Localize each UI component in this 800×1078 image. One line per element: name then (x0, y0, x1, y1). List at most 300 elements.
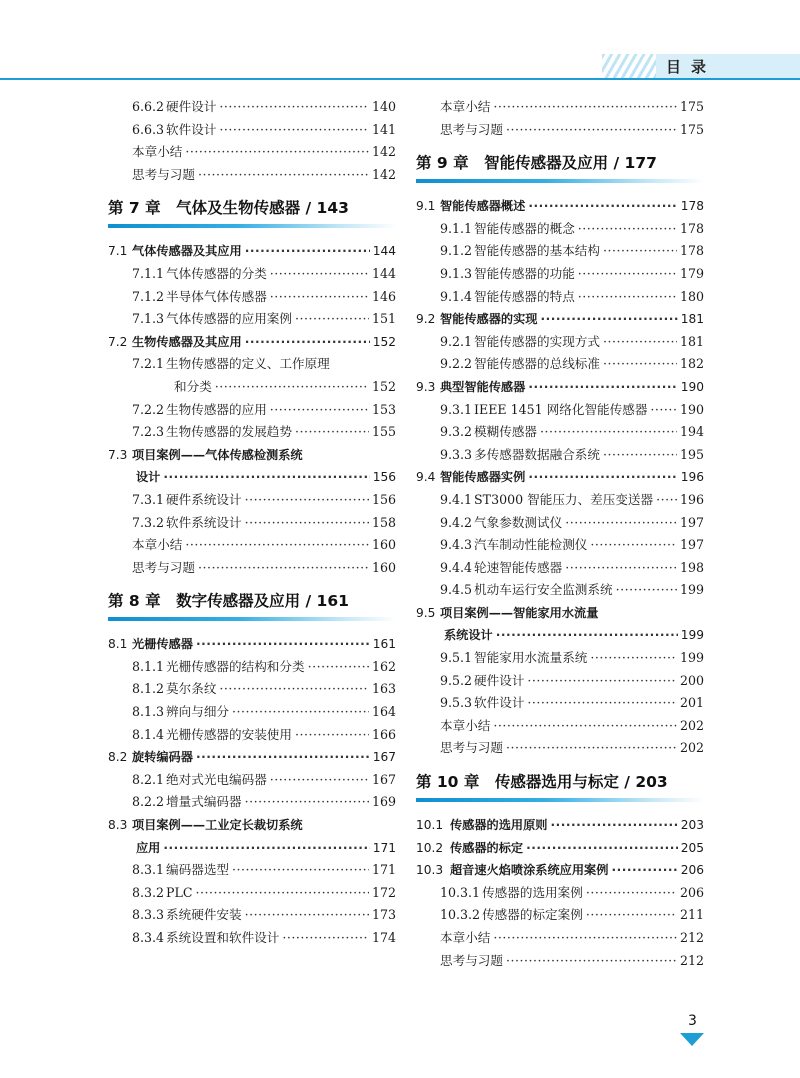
entry-page: 169 (371, 794, 396, 810)
entry-number: 7.3 (108, 447, 128, 462)
entry-title: 项目案例——智能家用水流量 (440, 605, 599, 620)
dot-leader (219, 96, 369, 119)
entry-title: 机动车运行安全监测系统 (474, 582, 613, 598)
entry-page: 181 (679, 333, 704, 349)
entry-page: 171 (372, 840, 396, 855)
toc-entry (108, 141, 396, 164)
toc-entry (108, 814, 396, 837)
dot-leader (270, 263, 369, 286)
entry-title: 本章小结 (132, 144, 183, 160)
entry-title: 轮速智能传感器 (474, 559, 563, 575)
toc-entry (416, 444, 704, 467)
entry-number: 7.1.3 (132, 311, 165, 327)
dot-leader (526, 837, 678, 860)
entry-number: 9.1.2 (440, 243, 473, 259)
entry-number: 8.1.1 (132, 658, 165, 674)
entry-title: 智能传感器概述 (440, 199, 526, 214)
header-stripes (602, 54, 662, 78)
entry-page: 175 (679, 99, 704, 114)
entry-title: 硬件设计 (474, 672, 525, 688)
entry-number: 8.1 (108, 637, 128, 652)
entry-title: 项目案例——工业定长裁切系统 (132, 818, 303, 833)
entry-number: 6.6.2 (132, 99, 165, 114)
entry-title: 软件设计 (474, 695, 525, 711)
toc-entry (416, 218, 704, 241)
toc-entry (416, 579, 704, 602)
entry-page: 190 (680, 379, 704, 394)
dot-leader (616, 579, 677, 602)
entry-number: 9.2.1 (440, 333, 473, 349)
entry-title: 项目案例——气体传感检测系统 (132, 447, 303, 462)
entry-page: 199 (679, 582, 704, 598)
entry-page: 178 (680, 199, 704, 214)
dot-leader (196, 882, 369, 905)
toc-entry (108, 240, 396, 263)
entry-number: 8.1.3 (132, 704, 165, 720)
toc-entry (108, 791, 396, 814)
toc-entry (108, 376, 396, 399)
entry-title: 多传感器数据融合系统 (474, 446, 600, 462)
entry-title: 软件设计 (166, 121, 217, 137)
entry-number: 9.5.3 (440, 695, 473, 711)
entry-number: 9.2.2 (440, 356, 473, 372)
entry-number: 9.5.2 (440, 672, 473, 688)
entry-page: 160 (371, 559, 396, 575)
entry-page: 164 (371, 704, 396, 720)
dot-leader (245, 331, 370, 354)
entry-page: 141 (371, 121, 396, 137)
dot-leader (586, 882, 677, 905)
dot-leader (270, 399, 369, 422)
toc-entry (108, 746, 396, 769)
dot-leader (506, 119, 677, 142)
entry-number: 8.3 (108, 818, 128, 833)
toc-entry (416, 602, 704, 625)
toc-entry (108, 119, 396, 142)
entry-title: 和分类 (174, 378, 212, 394)
dot-leader (506, 737, 677, 760)
dot-leader (528, 195, 677, 218)
toc-entry (108, 724, 396, 747)
entry-page: 142 (371, 166, 396, 182)
toc-right-column (416, 96, 704, 972)
entry-page: 179 (679, 265, 704, 281)
entry-title: 典型智能传感器 (440, 379, 526, 394)
page-header (0, 52, 800, 82)
entry-title: 智能传感器实例 (440, 470, 526, 485)
entry-number: 8.3.3 (132, 907, 165, 923)
entry-page: 160 (371, 537, 396, 553)
dot-leader (295, 308, 369, 331)
dot-leader (578, 218, 677, 241)
dot-leader (603, 444, 677, 467)
toc-entry (108, 489, 396, 512)
entry-page: 140 (371, 99, 396, 114)
dot-leader (551, 814, 678, 837)
toc-entry (416, 119, 704, 142)
entry-title: 智能传感器的实现 (440, 312, 538, 327)
entry-title: 增量式编码器 (166, 794, 242, 810)
toc-entry (108, 678, 396, 701)
dot-leader (245, 512, 369, 535)
entry-page: 181 (680, 312, 704, 327)
entry-title: 光栅传感器的安装使用 (166, 726, 292, 742)
entry-number: 9.1.1 (440, 220, 473, 236)
toc-entry (108, 882, 396, 905)
entry-page: 199 (679, 650, 704, 666)
dot-leader (540, 421, 677, 444)
entry-title: 绝对式光电编码器 (166, 771, 267, 787)
toc-entry (416, 670, 704, 693)
entry-page: 175 (679, 121, 704, 137)
entry-title: 思考与习题 (440, 952, 503, 968)
toc-left-column (108, 96, 396, 950)
entry-title: 思考与习题 (132, 559, 195, 575)
toc-entry (416, 927, 704, 950)
entry-title: 本章小结 (440, 717, 491, 733)
entry-page: 197 (679, 537, 704, 553)
entry-number: 9.3.3 (440, 446, 473, 462)
entry-number: 9.3 (416, 379, 436, 394)
entry-number: 9.3.2 (440, 424, 473, 440)
entry-title: 传感器的选用原则 (450, 818, 548, 833)
entry-page: 167 (372, 750, 396, 765)
chapter-title: 第 9 章 智能传感器及应用 / 177 (416, 154, 657, 173)
entry-number: 7.3.1 (132, 491, 165, 507)
entry-number: 9.5 (416, 605, 436, 620)
toc-entry (108, 769, 396, 792)
entry-number: 8.3.2 (132, 884, 165, 900)
toc-entry (416, 376, 704, 399)
entry-title: 本章小结 (440, 99, 491, 114)
dot-leader (603, 240, 677, 263)
dot-leader (493, 715, 677, 738)
toc-entry (416, 421, 704, 444)
entry-page: 156 (371, 491, 396, 507)
entry-number: 10.3.2 (440, 907, 481, 923)
toc-entry (108, 701, 396, 724)
entry-page: 158 (371, 514, 396, 530)
toc-entry (416, 692, 704, 715)
dot-leader (603, 353, 677, 376)
toc-entry (108, 96, 396, 119)
dot-leader (295, 421, 369, 444)
entry-title: 旋转编码器 (132, 750, 193, 765)
entry-page: 202 (679, 740, 704, 756)
entry-title: 辨向与细分 (166, 704, 230, 720)
toc-entry (108, 837, 396, 860)
entry-title: 思考与习题 (132, 166, 195, 182)
entry-number: 7.3.2 (132, 514, 165, 530)
entry-page: 152 (372, 334, 396, 349)
entry-page: 153 (371, 401, 396, 417)
chapter-underline-bar (108, 617, 396, 621)
entry-page: 156 (372, 470, 396, 485)
entry-page: 212 (679, 930, 704, 945)
entry-title: 设计 (136, 470, 161, 485)
entry-page: 197 (679, 514, 704, 530)
dot-leader (656, 489, 677, 512)
entry-title: 传感器的标定案例 (482, 907, 583, 923)
dot-leader (295, 724, 369, 747)
entry-number: 8.2.2 (132, 794, 165, 810)
entry-number: 8.1.2 (132, 681, 165, 697)
entry-page: 205 (680, 840, 704, 855)
entry-title: 气象参数测试仪 (474, 514, 563, 530)
entry-title: 智能传感器的基本结构 (474, 243, 600, 259)
dot-leader (215, 376, 369, 399)
entry-title: 生物传感器的发展趋势 (166, 424, 292, 440)
entry-number: 7.2.3 (132, 424, 165, 440)
entry-page: 167 (371, 771, 396, 787)
entry-page: 198 (679, 559, 704, 575)
entry-number: 9.4.5 (440, 582, 473, 598)
header-title: 目录 (666, 58, 717, 76)
entry-number: 8.1.4 (132, 726, 165, 742)
dot-leader (493, 927, 677, 950)
entry-page: 144 (371, 265, 396, 281)
entry-page: 196 (680, 470, 704, 485)
toc-entry (108, 444, 396, 467)
header-rule (0, 78, 800, 80)
entry-page: 203 (680, 818, 704, 833)
entry-title: 汽车制动性能检测仪 (474, 537, 588, 553)
entry-number: 7.1 (108, 244, 128, 259)
entry-page: 155 (371, 424, 396, 440)
dot-leader (590, 647, 677, 670)
entry-page: 202 (679, 717, 704, 733)
toc-entry (416, 331, 704, 354)
toc-entry (416, 814, 704, 837)
dot-leader (282, 927, 369, 950)
entry-page: 206 (679, 884, 704, 900)
entry-page: 194 (679, 424, 704, 440)
dot-leader (196, 633, 370, 656)
entry-title: 系统硬件安装 (166, 907, 242, 923)
entry-number: 8.3.4 (132, 930, 165, 945)
entry-page: 173 (371, 907, 396, 923)
dot-leader (270, 769, 369, 792)
toc-chapter-heading (416, 151, 704, 187)
entry-title: 模糊传感器 (474, 424, 538, 440)
dot-leader (590, 534, 677, 557)
entry-page: 212 (679, 952, 704, 968)
entry-page: 199 (680, 628, 704, 643)
entry-page: 182 (679, 356, 704, 372)
dot-leader (245, 489, 369, 512)
toc-entry (108, 512, 396, 535)
entry-title: 硬件系统设计 (166, 491, 242, 507)
dot-leader (198, 557, 369, 580)
entry-title: 半导体气体传感器 (166, 288, 267, 304)
toc-entry (108, 557, 396, 580)
chapter-underline-bar (416, 179, 704, 183)
dot-leader (528, 466, 677, 489)
entry-page: 166 (371, 726, 396, 742)
entry-number: 10.3.1 (440, 884, 481, 900)
entry-page: 144 (372, 244, 396, 259)
entry-title: 光栅传感器 (132, 637, 193, 652)
entry-number: 7.2.1 (132, 356, 165, 372)
entry-number: 9.4 (416, 470, 436, 485)
toc-chapter-heading (108, 196, 396, 232)
entry-title: 硬件设计 (166, 99, 217, 114)
entry-number: 9.1.4 (440, 288, 473, 304)
entry-page: 195 (679, 446, 704, 462)
entry-title: 传感器的标定 (450, 840, 524, 855)
entry-title: 智能家用水流量系统 (474, 650, 588, 666)
entry-number: 10.3 (416, 863, 444, 878)
dot-leader (493, 96, 677, 119)
toc-entry (108, 399, 396, 422)
entry-title: 智能传感器的概念 (474, 220, 575, 236)
entry-page: 201 (679, 695, 704, 711)
entry-number: 7.1.1 (132, 265, 165, 281)
toc-entry (416, 353, 704, 376)
entry-title: 传感器的选用案例 (482, 884, 583, 900)
entry-page: 211 (679, 907, 704, 923)
dot-leader (650, 399, 677, 422)
entry-number: 9.3.1 (440, 401, 473, 417)
chapter-underline-bar (108, 224, 396, 228)
entry-title: 系统设置和软件设计 (166, 930, 280, 945)
dot-leader (586, 904, 677, 927)
entry-page: 146 (371, 288, 396, 304)
entry-number: 9.2 (416, 312, 436, 327)
entry-number: 10.2 (416, 840, 444, 855)
chapter-title: 第 8 章 数字传感器及应用 / 161 (108, 592, 349, 611)
toc-entry (416, 96, 704, 119)
chapter-title: 第 7 章 气体及生物传感器 / 143 (108, 199, 349, 218)
toc-entry (416, 647, 704, 670)
toc-entry (416, 534, 704, 557)
entry-number: 8.2 (108, 750, 128, 765)
toc-entry (108, 656, 396, 679)
toc-chapter-heading (108, 589, 396, 625)
toc-entry (108, 286, 396, 309)
entry-page: 151 (371, 311, 396, 327)
entry-number: 9.4.2 (440, 514, 473, 530)
entry-page: 180 (679, 288, 704, 304)
entry-page: 152 (371, 378, 396, 394)
dot-leader (565, 557, 677, 580)
entry-number: 9.5.1 (440, 650, 473, 666)
toc-entry (416, 512, 704, 535)
entry-number: 9.4.1 (440, 491, 473, 507)
entry-title: 智能传感器的实现方式 (474, 333, 600, 349)
dot-leader (565, 512, 677, 535)
entry-title: IEEE 1451 网络化智能传感器 (474, 401, 648, 417)
toc-entry (416, 557, 704, 580)
chapter-title: 第 10 章 传感器选用与标定 / 203 (416, 773, 668, 792)
entry-title: 智能传感器的总线标准 (474, 356, 600, 372)
page-arrow-icon (680, 1033, 704, 1046)
dot-leader (245, 240, 370, 263)
entry-page: 142 (371, 144, 396, 160)
entry-number: 9.1 (416, 199, 436, 214)
dot-leader (219, 119, 369, 142)
entry-title: 思考与习题 (440, 740, 503, 756)
dot-leader (245, 904, 369, 927)
toc-entry (416, 286, 704, 309)
dot-leader (219, 678, 369, 701)
entry-page: 163 (371, 681, 396, 697)
toc-entry (416, 904, 704, 927)
entry-number: 7.1.2 (132, 288, 165, 304)
dot-leader (163, 466, 369, 489)
entry-title: 气体传感器的应用案例 (166, 311, 292, 327)
entry-page: 196 (679, 491, 704, 507)
entry-title: 系统设计 (444, 628, 493, 643)
toc-entry (416, 950, 704, 973)
toc-entry (416, 737, 704, 760)
entry-title: PLC (166, 884, 193, 900)
entry-number: 9.4.3 (440, 537, 473, 553)
dot-leader (578, 286, 677, 309)
entry-number: 7.2 (108, 334, 128, 349)
dot-leader (541, 308, 678, 331)
entry-page: 178 (679, 243, 704, 259)
toc-entry (416, 399, 704, 422)
toc-entry (416, 489, 704, 512)
toc-entry (416, 240, 704, 263)
entry-page: 171 (371, 862, 396, 878)
entry-page: 172 (371, 884, 396, 900)
entry-title: 生物传感器及其应用 (132, 334, 242, 349)
entry-number: 10.1 (416, 818, 444, 833)
entry-page: 162 (371, 658, 396, 674)
toc-entry (108, 534, 396, 557)
toc-entry (108, 263, 396, 286)
entry-title: 气体传感器及其应用 (132, 244, 242, 259)
dot-leader (185, 534, 369, 557)
entry-title: 智能传感器的特点 (474, 288, 575, 304)
entry-title: 生物传感器的应用 (166, 401, 267, 417)
entry-title: 本章小结 (132, 537, 183, 553)
toc-entry (416, 715, 704, 738)
toc-entry (416, 466, 704, 489)
dot-leader (270, 286, 369, 309)
toc-entry (108, 927, 396, 950)
entry-number: 9.1.3 (440, 265, 473, 281)
toc-entry (416, 624, 704, 647)
dot-leader (163, 837, 369, 860)
toc-entry (108, 164, 396, 187)
dot-leader (506, 950, 677, 973)
dot-leader (185, 141, 369, 164)
entry-page: 200 (679, 672, 704, 688)
dot-leader (528, 376, 677, 399)
entry-title: 软件系统设计 (166, 514, 242, 530)
dot-leader (196, 746, 370, 769)
dot-leader (232, 859, 369, 882)
toc-entry (108, 466, 396, 489)
toc-entry (416, 859, 704, 882)
entry-page: 161 (372, 637, 396, 652)
dot-leader (232, 701, 369, 724)
dot-leader (308, 656, 369, 679)
dot-leader (578, 263, 677, 286)
toc-entry (108, 421, 396, 444)
entry-title: 光栅传感器的结构和分类 (166, 658, 305, 674)
entry-number: 6.6.3 (132, 121, 165, 137)
entry-number: 8.3.1 (132, 862, 165, 878)
toc-entry (108, 353, 396, 376)
entry-title: 生物传感器的定义、工作原理 (166, 356, 330, 372)
dot-leader (198, 164, 369, 187)
toc-entry (108, 308, 396, 331)
entry-title: 思考与习题 (440, 121, 503, 137)
